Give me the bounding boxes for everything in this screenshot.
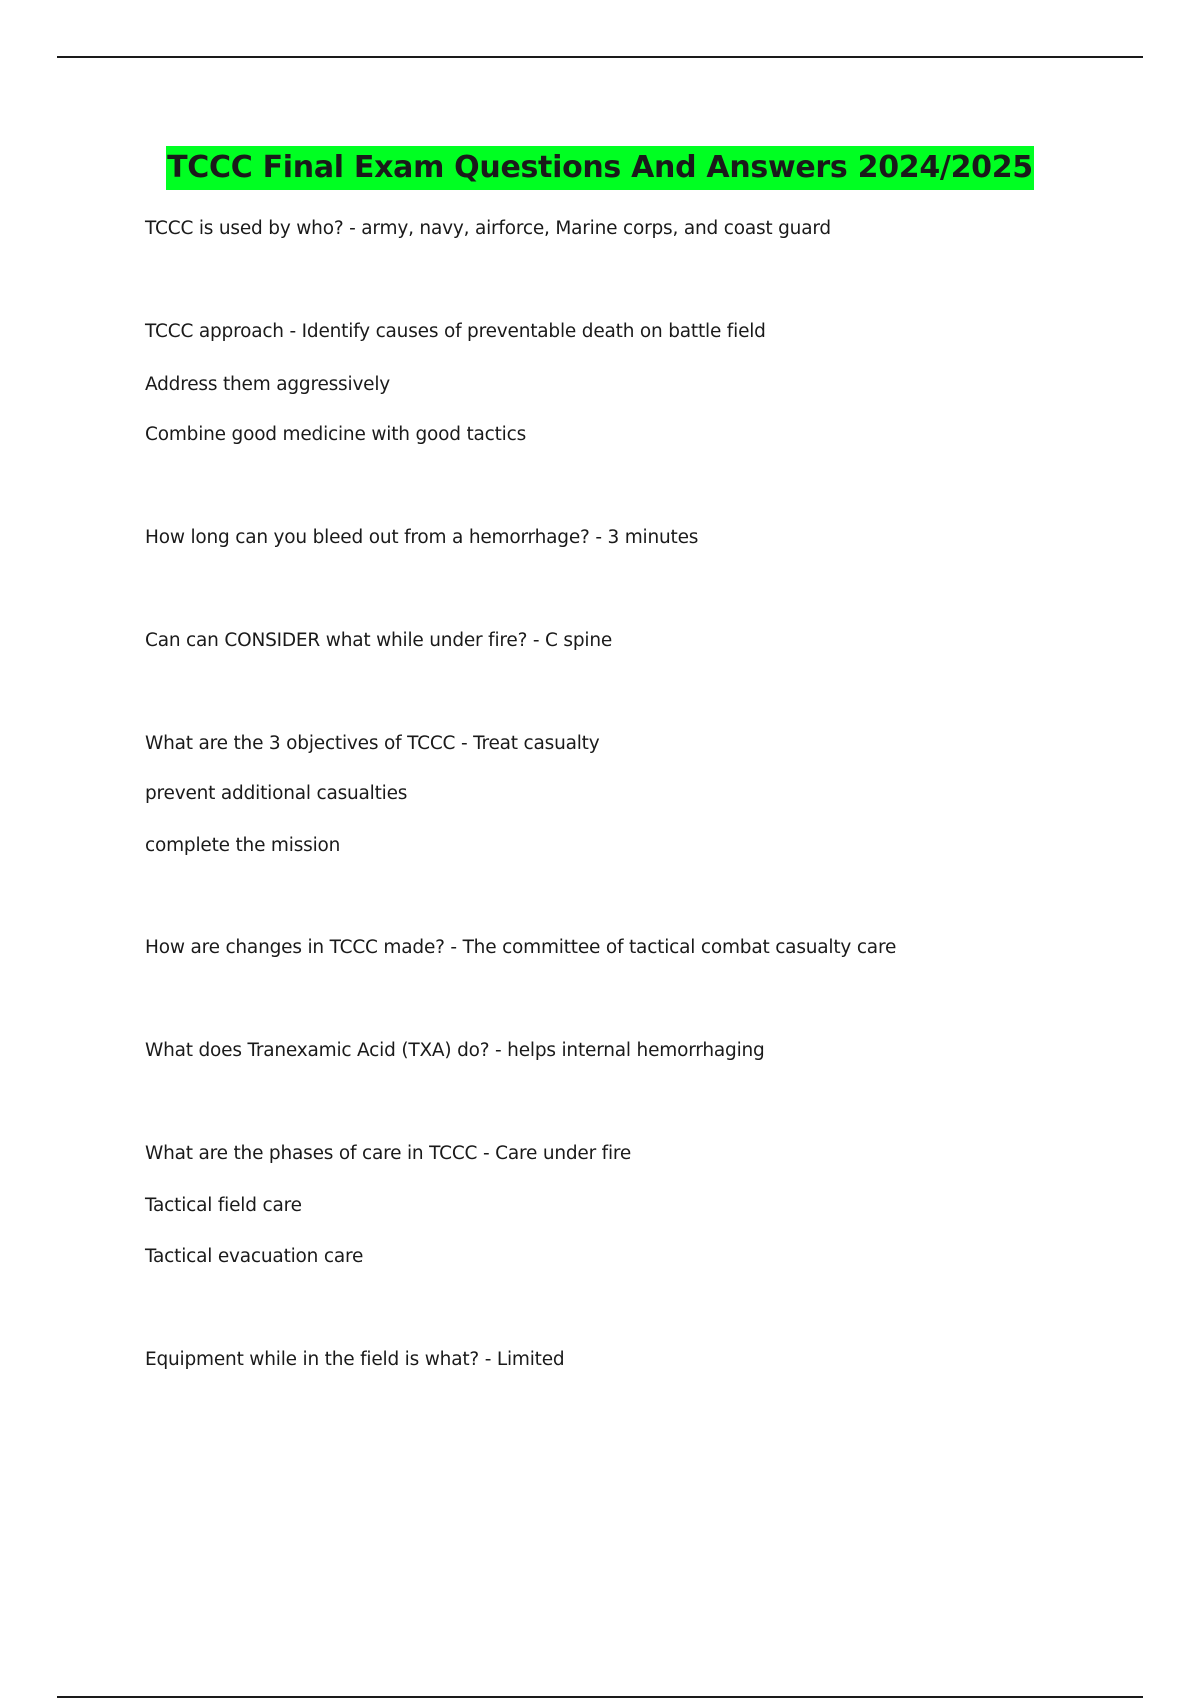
qa-line-5: How long can you bleed out from a hemorrhage? - 3 minutes (145, 527, 699, 548)
qa-line-6: Can can CONSIDER what while under fire? - C spine (145, 630, 613, 651)
qa-line-13: Tactical field care (145, 1195, 302, 1216)
qa-line-12: What are the phases of care in TCCC - Care under fire (145, 1143, 632, 1164)
title-container (0, 146, 1200, 190)
qa-line-7: What are the 3 objectives of TCCC - Treat casualty (145, 733, 600, 754)
qa-line-2: TCCC approach - Identify causes of preventable death on battle field (145, 321, 766, 342)
qa-line-11: What does Tranexamic Acid (TXA) do? - helps internal hemorrhaging (145, 1040, 765, 1061)
document-title: TCCC Final Exam Questions And Answers 2024/2025 (166, 146, 1034, 190)
qa-line-15: Equipment while in the field is what? - Limited (145, 1349, 565, 1370)
qa-line-4: Combine good medicine with good tactics (145, 424, 527, 445)
top-rule (57, 56, 1143, 58)
qa-line-3: Address them aggressively (145, 374, 391, 395)
qa-line-9: complete the mission (145, 835, 341, 856)
qa-line-1: TCCC is used by who? - army, navy, airforce, Marine corps, and coast guard (145, 218, 831, 239)
bottom-rule (57, 1696, 1143, 1698)
qa-line-8: prevent additional casualties (145, 783, 408, 804)
qa-line-14: Tactical evacuation care (145, 1246, 364, 1267)
qa-line-10: How are changes in TCCC made? - The committee of tactical combat casualty care (145, 937, 897, 958)
